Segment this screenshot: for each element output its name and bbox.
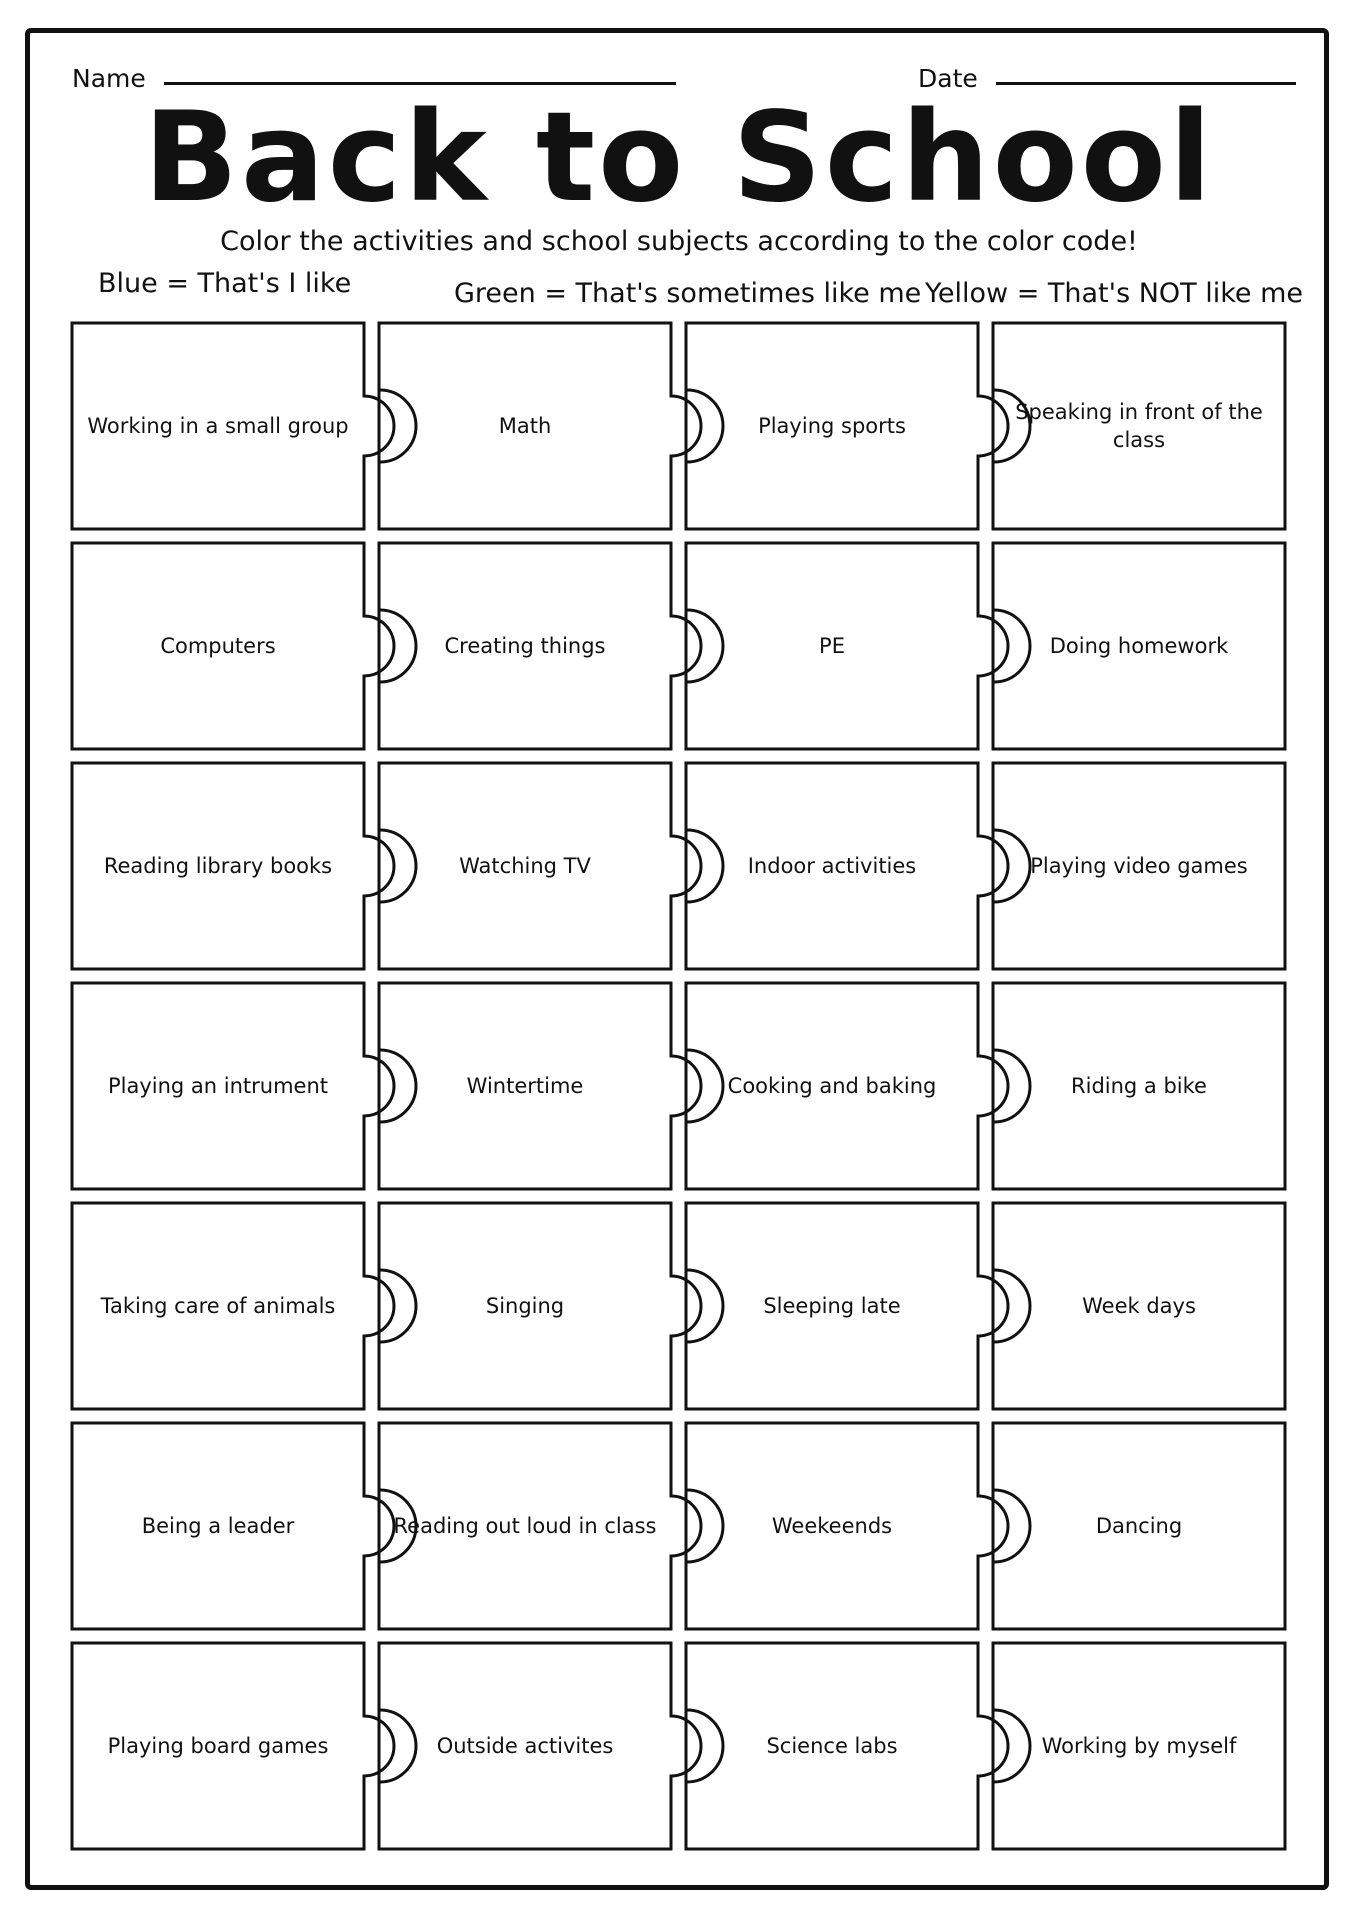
activity-label: Computers — [160, 633, 276, 658]
name-label: Name — [72, 64, 146, 93]
activity-label: Doing homework — [1049, 633, 1229, 658]
activity-piece[interactable] — [379, 1643, 671, 1849]
activity-label: Outside activites — [436, 1733, 614, 1758]
activity-label: Playing sports — [758, 413, 906, 438]
activity-piece[interactable] — [379, 323, 671, 529]
activity-label: Reading library books — [103, 853, 333, 878]
activity-piece[interactable] — [379, 983, 671, 1189]
activity-piece[interactable] — [686, 1203, 978, 1409]
activity-label: Math — [498, 413, 552, 438]
activity-piece[interactable] — [686, 763, 978, 969]
activity-label: Speaking in front of the class — [1015, 399, 1263, 452]
activity-label: Cooking and baking — [727, 1073, 937, 1098]
activity-label: Working in a small group — [87, 413, 349, 438]
activity-label: PE — [819, 633, 845, 658]
activity-label: Working by myself — [1041, 1733, 1237, 1758]
activity-label: Being a leader — [141, 1513, 295, 1538]
activity-piece[interactable] — [686, 1643, 978, 1849]
activity-label: Playing an intrument — [107, 1073, 329, 1098]
activity-piece[interactable] — [993, 983, 1285, 1189]
activity-piece[interactable] — [379, 543, 671, 749]
activity-label: Watching TV — [459, 853, 591, 878]
activity-label: Science labs — [766, 1733, 898, 1758]
activity-piece[interactable] — [72, 763, 364, 969]
activity-piece[interactable] — [993, 1643, 1285, 1849]
activity-label: Weekeends — [771, 1513, 893, 1538]
activity-piece[interactable] — [72, 543, 364, 749]
activity-label: Reading out loud in class — [393, 1513, 657, 1538]
activity-label: Riding a bike — [1071, 1073, 1207, 1098]
activity-piece[interactable] — [993, 763, 1285, 969]
activity-piece[interactable] — [379, 1203, 671, 1409]
activity-label: Taking care of animals — [100, 1293, 336, 1318]
key-yellow: Yellow = That's NOT like me — [925, 278, 1304, 309]
activity-piece[interactable] — [993, 1203, 1285, 1409]
activity-piece[interactable] — [686, 1423, 978, 1629]
activity-label: Dancing — [1095, 1513, 1183, 1538]
activity-piece[interactable] — [72, 1423, 364, 1629]
activity-piece[interactable] — [72, 1203, 364, 1409]
activity-label: Week days — [1082, 1293, 1196, 1318]
activity-piece[interactable] — [686, 543, 978, 749]
key-green: Green = That's sometimes like me — [454, 278, 922, 309]
activity-label: Playing video games — [1030, 853, 1248, 878]
activity-piece[interactable] — [72, 323, 364, 529]
activity-piece[interactable] — [993, 323, 1285, 529]
activity-label: Singing — [485, 1293, 565, 1318]
activity-piece[interactable] — [686, 983, 978, 1189]
activity-piece[interactable] — [72, 1643, 364, 1849]
date-label: Date — [918, 64, 978, 93]
activity-label: Sleeping late — [763, 1293, 901, 1318]
activity-piece[interactable] — [379, 763, 671, 969]
key-blue: Blue = That's I like — [98, 268, 352, 299]
activity-piece[interactable] — [686, 323, 978, 529]
instructions: Color the activities and school subjects according to the color code! — [220, 226, 1138, 257]
activity-label: Creating things — [444, 633, 606, 658]
worksheet-title: Back to School — [143, 86, 1215, 230]
activity-piece[interactable] — [993, 543, 1285, 749]
activity-label: Indoor activities — [747, 853, 917, 878]
activity-label: Wintertime — [466, 1073, 584, 1098]
activity-label: Playing board games — [107, 1733, 329, 1758]
activity-piece[interactable] — [993, 1423, 1285, 1629]
activity-piece[interactable] — [379, 1423, 671, 1629]
activity-piece[interactable] — [72, 983, 364, 1189]
